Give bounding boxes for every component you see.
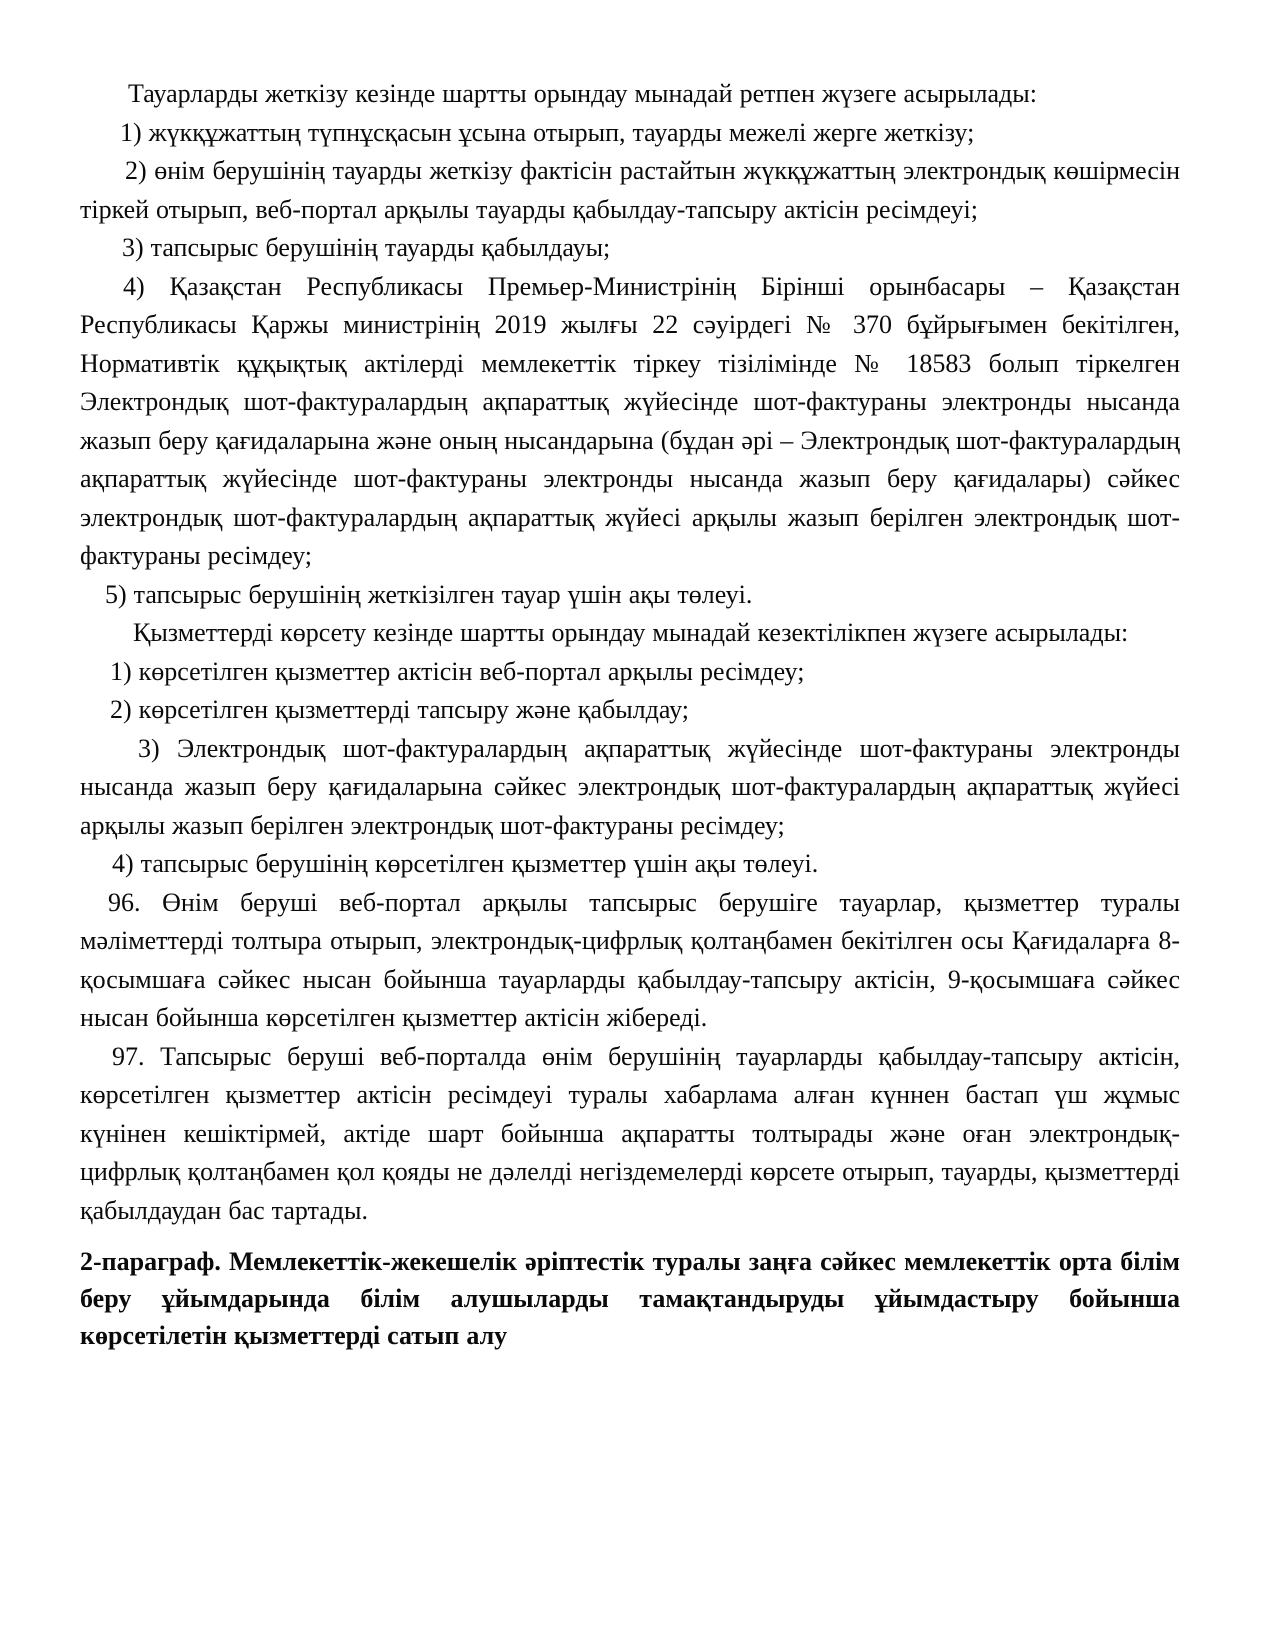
list-item-services-1: 1) көрсетілген қызметтер актісін веб-портал арқылы ресімдеу; bbox=[110, 656, 805, 686]
document-page bbox=[80, 75, 1180, 1354]
list-item-services-2: 2) көрсетілген қызметтерді тапсыру және қабылдау; bbox=[110, 695, 689, 724]
paragraph-intro-goods: Тауарларды жеткізу кезінде шартты орындау мынадай ретпен жүзеге асырылады: bbox=[128, 79, 1037, 108]
list-item-goods-1: 1) жүкқұжаттың түпнұсқасын ұсына отырып, тауарды межелі жерге жеткізу; bbox=[120, 117, 975, 147]
list-item-services-3: 3) Электрондық шот-фактуралардың ақпараттық жүйесінде шот-фактураны электронды нысанда жазып беру қағидаларына сәйкес электрондық шот-фактуралардың ақпараттық жүйесі арқылы жазып берілген электрондық шот-фактураны ресімдеу; bbox=[80, 733, 1180, 840]
list-item-goods-3: 3) тапсырыс берушінің тауарды қабылдауы; bbox=[122, 233, 611, 262]
clause-96: 96. Өнім беруші веб-портал арқылы тапсырыс берушіге тауарлар, қызметтер туралы мәліметтерді толтыра отырып, электрондық-цифрлық қолтаңбамен бекітілген осы Қағидаларға 8-қосымшаға сәйкес нысан бойынша тауарларды қабылдау-тапсыру актісін, 9-қосымшаға сәйкес нысан бойынша көрсетілген қызметтер актісін жібереді. bbox=[80, 887, 1180, 1032]
list-item-goods-5: 5) тапсырыс берушінің жеткізілген тауар үшін ақы төлеуі. bbox=[105, 579, 753, 609]
section-heading-paragraph-2: 2-параграф. Мемлекеттік-жекешелік әріптестік туралы заңға сәйкес мемлекеттік орта білім беру ұйымдарында білім алушыларды тамақтандыруды ұйымдастыру бойынша көрсетілетін қызметтерді сатып алу bbox=[80, 1247, 1180, 1350]
list-item-goods-2: 2) өнім берушінің тауарды жеткізу фактісін растайтын жүкқұжаттың электрондық көшірмесін тіркей отырып, веб-портал арқылы тауарды қабылдау-тапсыру актісін ресімдеуі; bbox=[80, 156, 1180, 224]
clause-97: 97. Тапсырыс беруші веб-порталда өнім берушінің тауарларды қабылдау-тапсыру актісін, көрсетілген қызметтер актісін ресімдеуі туралы хабарлама алған күннен бастап үш жұмыс күнінен кешіктірмей, актіде шарт бойынша ақпаратты толтырады және оған электрондық-цифрлық қолтаңбамен қол қояды не дәлелді негіздемелерді көрсете отырып, тауарды, қызметтерді қабылдаудан бас тартады. bbox=[80, 1041, 1180, 1225]
paragraph-intro-services: Қызметтерді көрсету кезінде шартты орындау мынадай кезектілікпен жүзеге асырылады: bbox=[133, 618, 1129, 647]
list-item-services-4: 4) тапсырыс берушінің көрсетілген қызметтер үшін ақы төлеуі. bbox=[112, 849, 819, 878]
list-item-goods-4: 4) Қазақстан Республикасы Премьер-Министрінің Бірінші орынбасары – Қазақстан Республикасы Қаржы министрінің 2019 жылғы 22 сәуірдегі № 370 бұйрығымен бекітілген, Нормативтік құқықтық актілерді мемлекеттік тіркеу тізілімінде № 18583 болып тіркелген Электрондық шот-фактуралардың ақпараттық жүйесінде шот-фактураны электронды нысанда жазып беру қағидаларына және оның нысандарына (бұдан әрі – Электрондық шот-фактуралардың ақпараттық жүйесінде шот-фактураны электронды нысанда жазып беру қағидалары) сәйкес электрондық шот-фактуралардың ақпараттық жүйесі арқылы жазып берілген электрондық шот-фактураны ресімдеу; bbox=[80, 271, 1180, 570]
